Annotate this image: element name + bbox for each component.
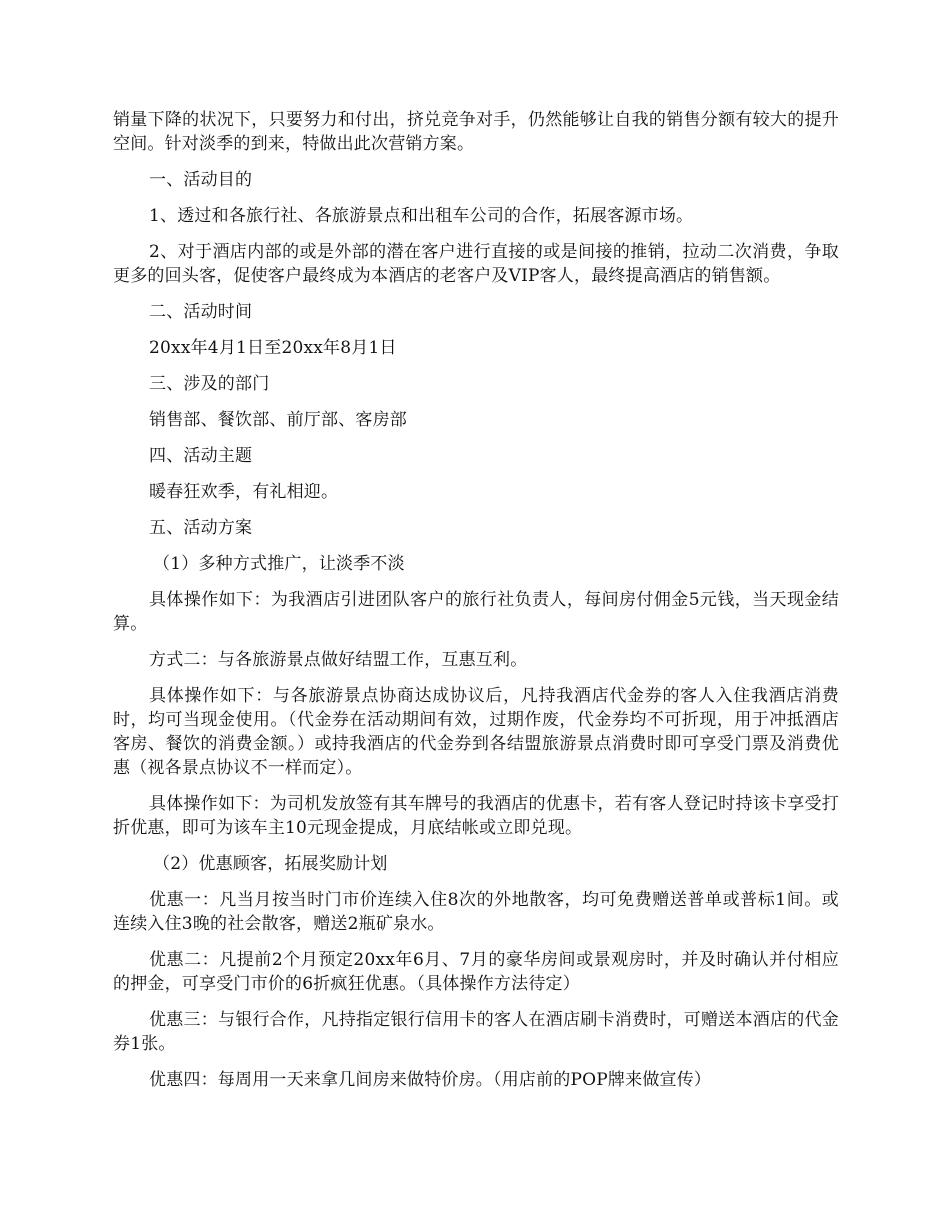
section-heading-plan: 五、活动方案 (149, 518, 253, 538)
discount-four: 优惠四：每周用一天来拿几间房来做特价房。（用店前的POP牌来做宣传） (149, 1070, 712, 1090)
section-heading-theme: 四、活动主题 (149, 446, 253, 466)
section-heading-departments: 三、涉及的部门 (149, 374, 270, 394)
intro-paragraph: 销量下降的状况下，只要努力和付出，挤兑竞争对手，仍然能够让自我的销售分额有较大的提升空间。针对淡季的到来，特做出此次营销方案。 (113, 110, 839, 154)
purpose-item-1: 1、透过和各旅行社、各旅游景点和出租车公司的合作，拓展客源市场。 (149, 206, 694, 226)
activity-theme: 暖春狂欢季，有礼相迎。 (149, 482, 339, 502)
plan-detail-travel-agency: 具体操作如下：为我酒店引进团队客户的旅行社负责人，每间房付佣金5元钱，当天现金结算。 (113, 590, 839, 634)
discount-two: 优惠二：凡提前2个月预定20xx年6月、7月的豪华房间或景观房时，并及时确认并付相应的押金，可享受门市价的6折疯狂优惠。（具体操作方法待定） (113, 950, 839, 994)
section-heading-activity-purpose: 一、活动目的 (149, 170, 253, 190)
purpose-item-2: 2、对于酒店内部的或是外部的潜在客户进行直接的或是间接的推销，拉动二次消费，争取更多的回头客，促使客户最终成为本酒店的老客户及VIP客人，最终提高酒店的销售额。 (113, 242, 839, 286)
departments-list: 销售部、餐饮部、前厅部、客房部 (149, 410, 407, 430)
plan-detail-driver-card: 具体操作如下：为司机发放签有其车牌号的我酒店的优惠卡，若有客人登记时持该卡享受打折优惠，即可为该车主10元现金提成，月底结帐或立即兑现。 (113, 794, 839, 838)
activity-time-range: 20xx年4月1日至20xx年8月1日 (149, 338, 397, 358)
plan-method-two: 方式二：与各旅游景点做好结盟工作，互惠互利。 (149, 650, 528, 670)
document-body (113, 108, 839, 1104)
discount-three: 优惠三：与银行合作，凡持指定银行信用卡的客人在酒店刷卡消费时，可赠送本酒店的代金券1张。 (113, 1010, 839, 1054)
plan-detail-voucher: 具体操作如下：与各旅游景点协商达成协议后，凡持我酒店代金券的客人入住我酒店消费时，均可当现金使用。（代金券在活动期间有效，过期作废，代金券均不可折现，用于冲抵酒店客房、餐饮的消费金额。）或持我酒店的代金券到各结盟旅游景点消费时即可享受门票及消费优惠（视各景点协议不一样而定）。 (113, 686, 839, 778)
discount-one: 优惠一：凡当月按当时门市价连续入住8次的外地散客，均可免费赠送普单或普标1间。或连续入住3晚的社会散客，赠送2瓶矿泉水。 (113, 890, 839, 934)
plan-subheading-1: （1）多种方式推广，让淡季不淡 (153, 554, 405, 574)
plan-subheading-2: （2）优惠顾客，拓展奖励计划 (153, 854, 388, 874)
section-heading-activity-time: 二、活动时间 (149, 302, 253, 322)
